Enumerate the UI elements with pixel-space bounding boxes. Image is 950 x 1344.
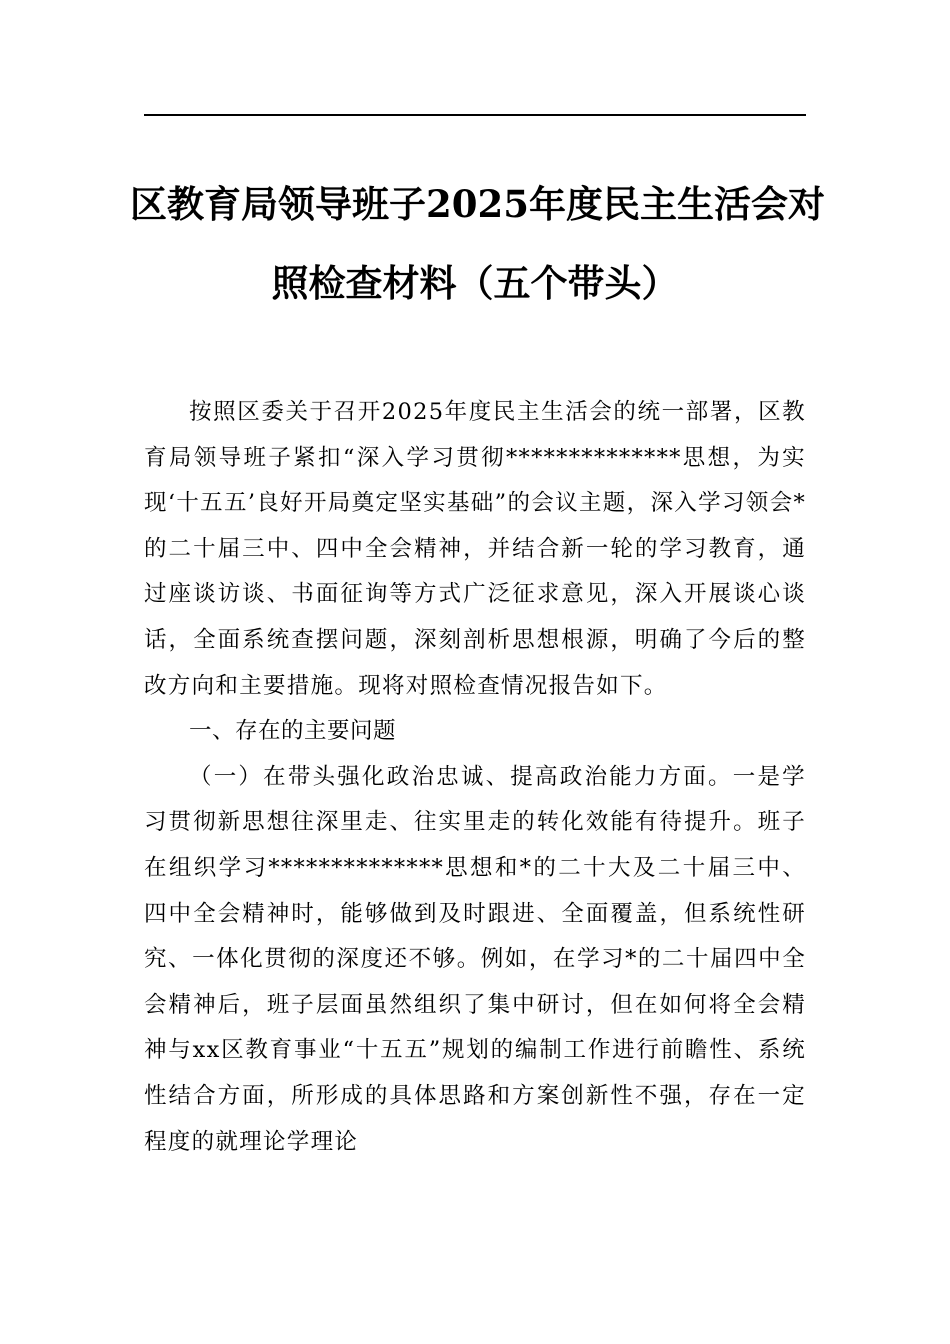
document-body <box>144 390 806 1165</box>
intro-paragraph: 按照区委关于召开2025年度民主生活会的统一部署，区教育局领导班子紧扣“深入学习贯彻**************思想，为实现‘十五五’良好开局奠定坚实基础”的会议主题，深入学习领会*的二十届三中、四中全会精神，并结合新一轮的学习教育，通过座谈访谈、书面征询等方式广泛征求意见，深入开展谈心谈话，全面系统查摆问题，深刻剖析思想根源，明确了今后的整改方向和主要措施。现将对照检查情况报告如下。 <box>144 399 806 699</box>
section-heading: 一、存在的主要问题 <box>189 718 397 745</box>
title-line-1: 区教育局领导班子2025年度民主生活会对 <box>130 182 825 226</box>
subsection-paragraph: （一）在带头强化政治忠诚、提高政治能力方面。一是学习贯彻新思想往深里走、往实里走的转化效能有待提升。班子在组织学习**************思想和*的二十大及二十届三中、四中全会精神时，能够做到及时跟进、全面覆盖，但系统性研究、一体化贯彻的深度还不够。例如，在学习*的二十届四中全会精神后，班子层面虽然组织了集中研讨，但在如何将全会精神与xx区教育事业“十五五”规划的编制工作进行前瞻性、系统性结合方面，所形成的具体思路和方案创新性不强，存在一定程度的就理论学理论 <box>144 763 806 1155</box>
header-rule <box>144 114 806 116</box>
title-line-2: 照检查材料（五个带头） <box>271 261 679 305</box>
document-title <box>130 165 825 323</box>
